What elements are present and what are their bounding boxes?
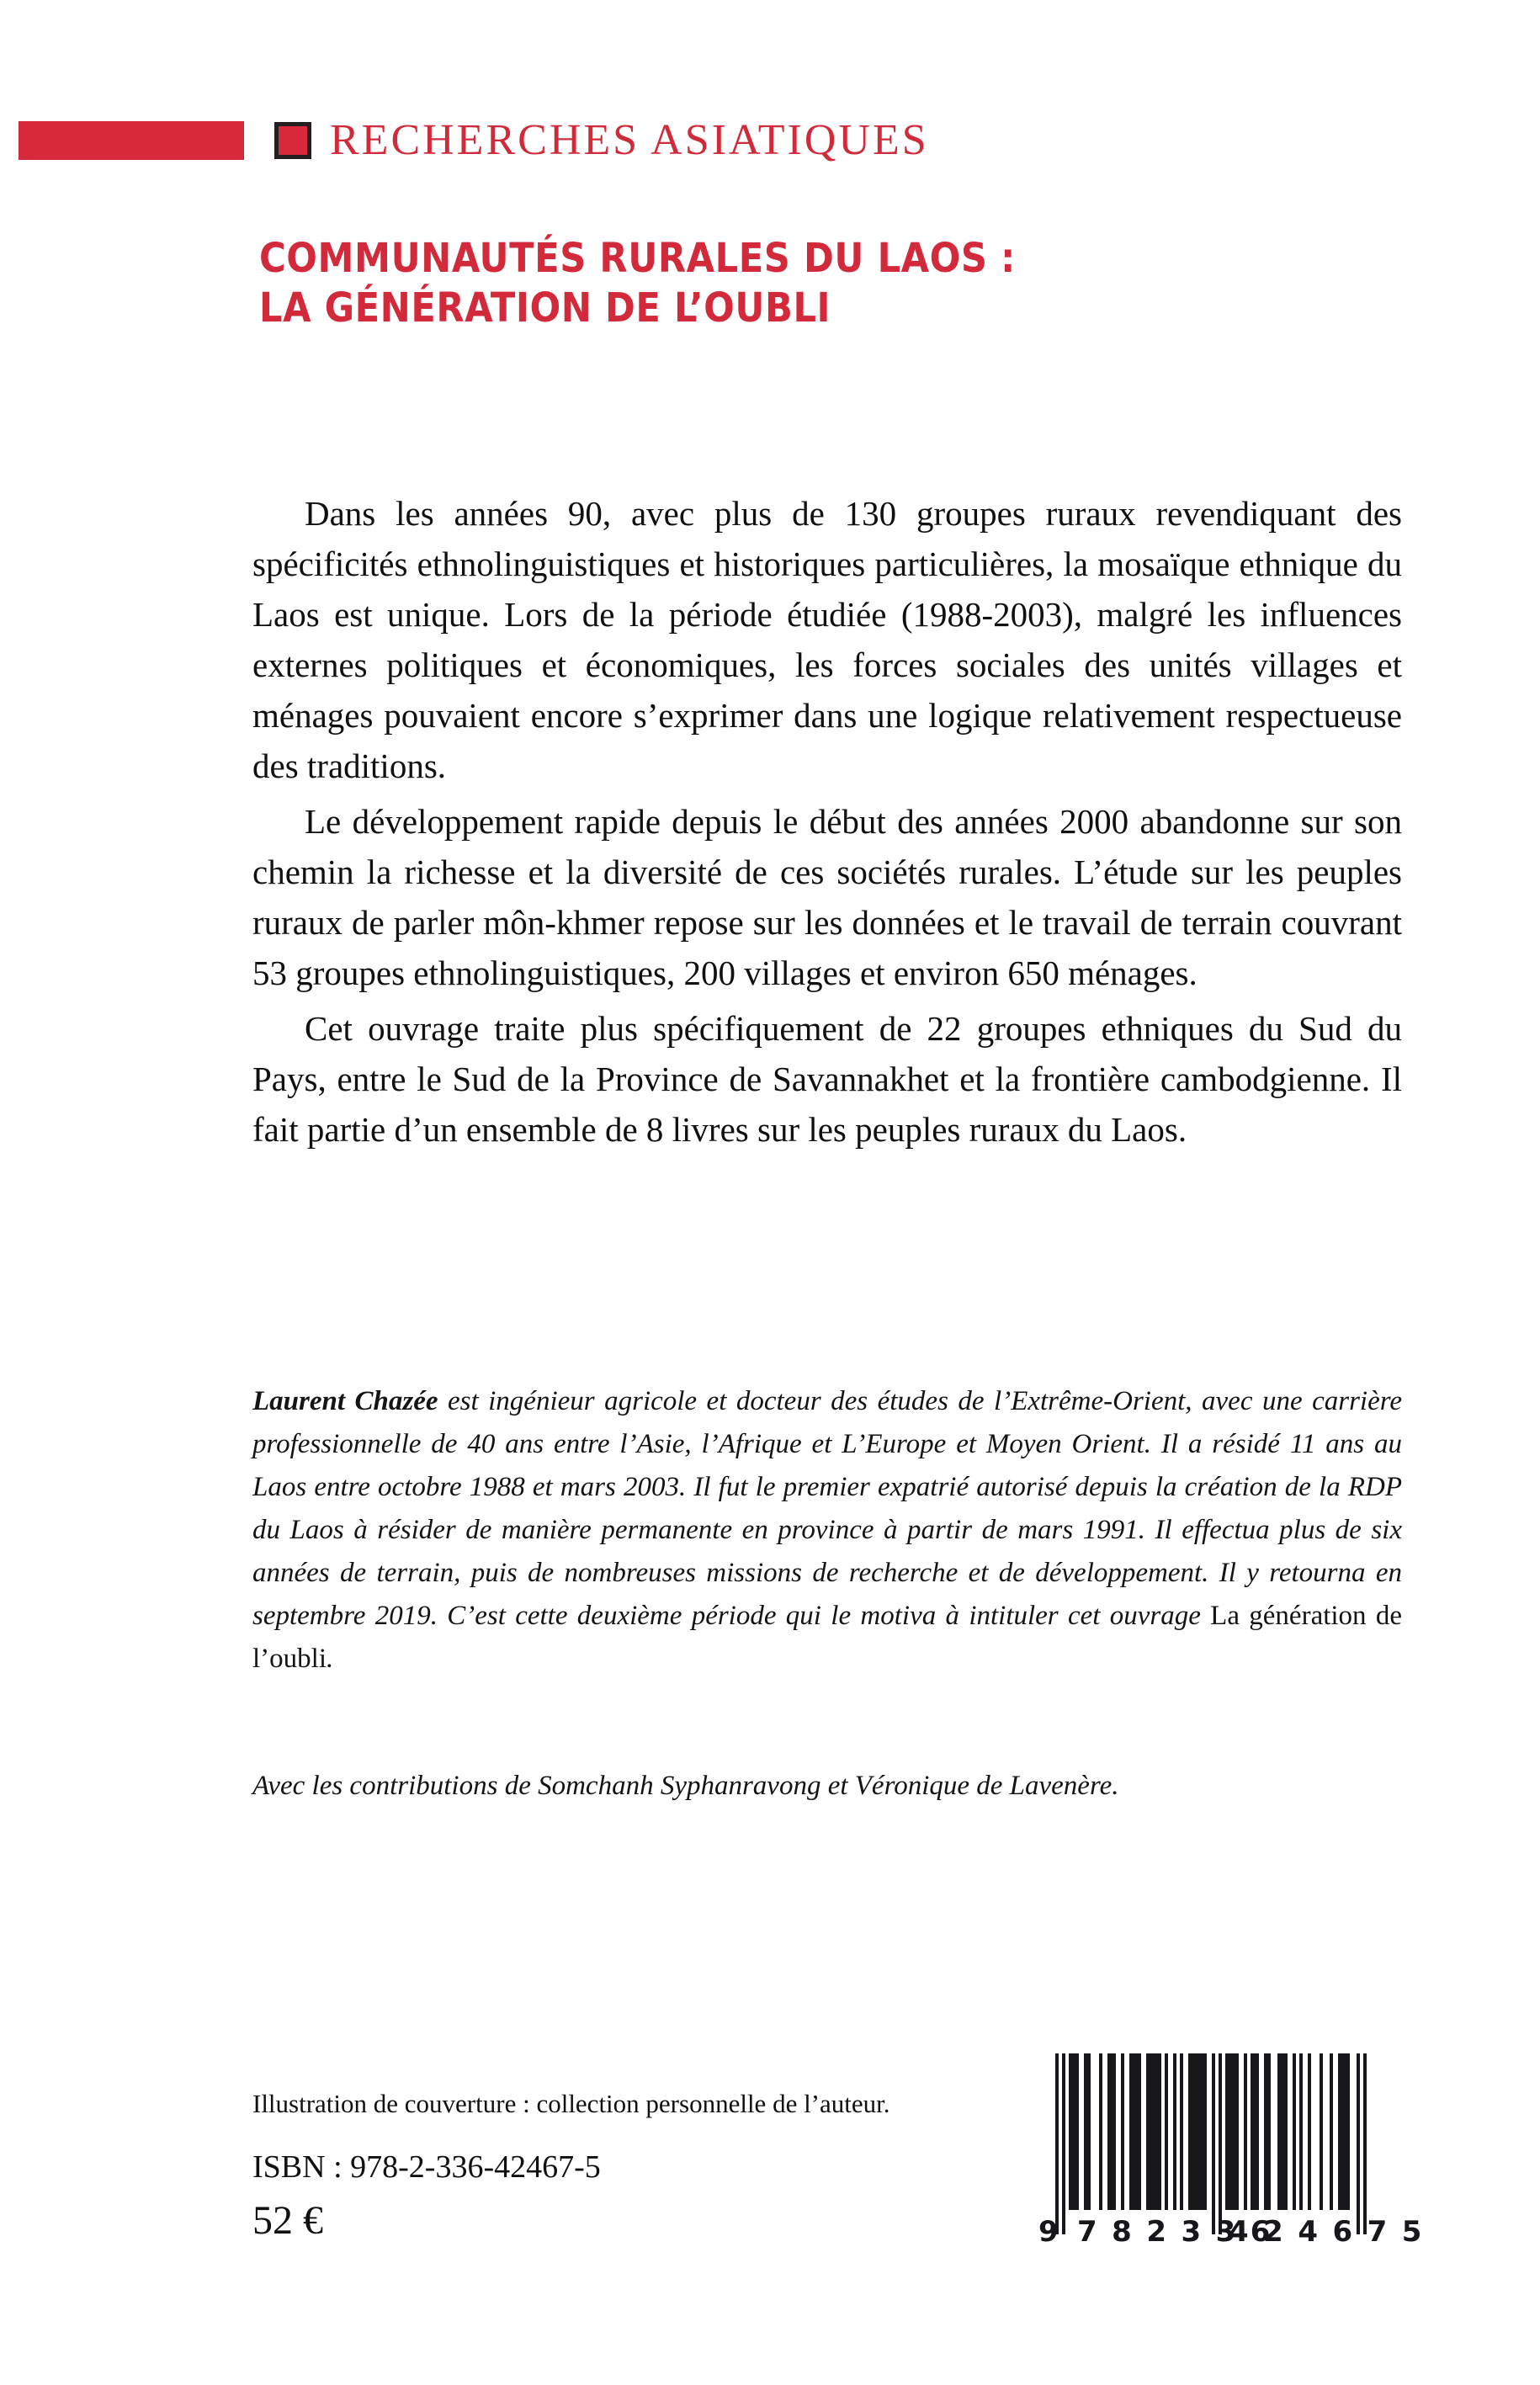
barcode-digits [1037, 2210, 1436, 2249]
title-line-1: COMMUNAUTÉS RURALES DU LAOS : [259, 235, 1016, 282]
author-bio-text-after: . [327, 1644, 334, 1674]
cover-illustration-credit: Illustration de couverture : collection personnelle de l’auteur. [252, 2089, 890, 2118]
blurb-paragraph: Le développement rapide depuis le début des années 2000 abandonne sur son chemin la richesse et la diversité de ces sociétés rurales. L’étude sur les peuples ruraux de parler môn-khmer repose sur les données et le travail de terrain couvrant 53 groupes ethnolinguistiques, 200 villages et environ 650 ménages. [252, 802, 1402, 992]
red-bar-icon [19, 121, 244, 160]
referenced-work-title: La génération de l’oubli [252, 1601, 1402, 1674]
price-label: 52 € [252, 2198, 323, 2243]
author-biography [252, 1380, 1402, 1681]
author-biography-paragraph [252, 1380, 1402, 1681]
barcode-lead-digit: 9 [1038, 2215, 1059, 2249]
contributors-line: Avec les contributions de Somchanh Syphanravong et Véronique de Lavenère. [252, 1771, 1119, 1801]
collection-name: RECHERCHES ASIATIQUES [330, 116, 929, 164]
author-name: Laurent Chazée [252, 1386, 438, 1416]
page-title [259, 234, 1244, 333]
barcode-left-group: 782336 [1077, 2215, 1285, 2249]
barcode-right-group: 424675 [1229, 2215, 1436, 2249]
blurb-text [252, 488, 1402, 1155]
isbn-line: ISBN : 978-2-336-42467-5 [252, 2149, 601, 2185]
collection-header [0, 117, 1540, 164]
red-square-icon [274, 122, 311, 159]
blurb-paragraph: Dans les années 90, avec plus de 130 groupes ruraux revendiquant des spécificités ethnolinguistiques et historiques particulières, la mosaïque ethnique du Laos est unique. Lors de la période étudiée (1988-2003), malgré les influences externes politiques et économiques, les forces sociales des unités villages et ménages pouvaient encore s’exprimer dans une logique relativement respectueuse des traditions. [252, 494, 1402, 785]
title-line-2: LA GÉNÉRATION DE L’OUBLI [259, 284, 831, 332]
author-bio-text-before: est ingénieur agricole et docteur des études de l’Extrême-Orient, avec une carrière professionnelle de 40 ans entre l’Asie, l’Afrique et L’Europe et Moyen Orient. Il a résidé 11 ans au Laos entre octobre 1988 et mars 2003. Il fut le premier expatrié autorisé depuis la création de la RDP du Laos à résider de manière permanente en province à partir de mars 1991. Il effectua plus de six années de terrain, puis de nombreuses missions de recherche et de développement. Il y retourna en septembre 2019. C’est cette deuxième période qui le motiva à intituler cet ouvrage [252, 1386, 1402, 1631]
ean13-barcode [1037, 2053, 1436, 2249]
blurb-paragraph: Cet ouvrage traite plus spécifiquement de 22 groupes ethniques du Sud du Pays, entre le Sud de la Province de Savannakhet et la frontière cambodgienne. Il fait partie d’un ensemble de 8 livres sur les peuples ruraux du Laos. [252, 1009, 1402, 1149]
